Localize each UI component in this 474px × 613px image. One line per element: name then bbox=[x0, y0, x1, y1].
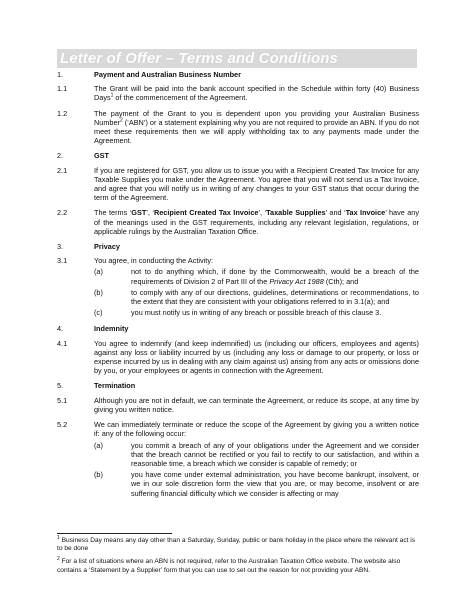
clause-text: You agree, in conducting the Activity: (a) not to do anything which, if done by the Commonwealth, would be a breach of the requirements of Division 2 of Part III of the Privacy Act 1988 (Cth); and (b) to comply with any of our directions, guidelines, determinations or recommendations, to the extent that they are consistent with your obligations referred to in 3.1(a); and (c) you must notify us in writing of any breach or possible breach of this clause 3. bbox=[94, 256, 419, 318]
clause-number: 2.2 bbox=[57, 208, 68, 218]
section-title: Termination bbox=[94, 381, 136, 391]
section-heading bbox=[57, 151, 419, 160]
clause-text: The Grant will be paid into the bank account specified in the Schedule within forty (40) Business Days$^1$ of the commencement of the Agreement. bbox=[94, 84, 419, 103]
document-body bbox=[57, 70, 419, 505]
clause-text: We can immediately terminate or reduce the scope of the Agreement by giving you a written notice if: any of the following occur: (a) you commit a breach of any of your obligations under the Agreement and we consider that the breach cannot be rectified or you fail to rectify to our satisfaction, and within a reasonable time, a breach which we consider is capable of remedy; or (b) you have come under external administration, you have become bankrupt, insolvent, or we in our sole discretion form the view that you are, or may become, insolvent or are suffering financial difficulty which we consider is affecting or may bbox=[94, 420, 419, 498]
section-number: 2. bbox=[57, 151, 64, 161]
clause-text: Although you are not in default, we can terminate the Agreement, or reduce its scope, at any time by giving you written notice. bbox=[94, 395, 419, 414]
sub-clause-label: (c) bbox=[94, 308, 103, 318]
section-title: Privacy bbox=[94, 242, 120, 252]
footnote-divider bbox=[57, 533, 172, 534]
section-number: 4. bbox=[57, 324, 64, 334]
sub-clause bbox=[94, 308, 419, 317]
footnotes bbox=[57, 534, 419, 580]
footnote-mark: 2 bbox=[57, 556, 60, 563]
clause-number: 1.2 bbox=[57, 108, 68, 118]
clause-number: 2.1 bbox=[57, 165, 68, 175]
sub-clause bbox=[94, 288, 419, 306]
clause bbox=[57, 420, 419, 499]
sub-clause bbox=[94, 441, 419, 469]
sub-clause-text: you must notify us in writing of any breach or possible breach of this clause 3. bbox=[131, 308, 382, 318]
clause-text: If you are registered for GST, you allow us to issue you with a Recipient Created Tax Invoice for any Taxable Supplies you make under the Agreement. You agree that you will not send us a Tax Invoice, and agree that you will notify us in writing of any changes to your GST status that occur during the term of the Agreement. bbox=[94, 165, 419, 203]
footnote-ref: 1 bbox=[110, 92, 114, 99]
footnote-ref: 2 bbox=[119, 117, 123, 124]
sub-clause-label: (a) bbox=[94, 440, 103, 450]
clause-number: 1.1 bbox=[57, 84, 68, 94]
section-heading bbox=[57, 324, 419, 333]
section-number: 3. bbox=[57, 242, 64, 252]
section-number: 5. bbox=[57, 381, 64, 391]
sub-clause-text: not to do anything which, if done by the Commonwealth, would be a breach of the requirements of Division 2 of Part III of the Privacy Act 1988 (Cth); and bbox=[131, 267, 419, 286]
section-title: GST bbox=[94, 151, 109, 161]
title-banner bbox=[57, 49, 417, 68]
clause-number: 5.2 bbox=[57, 420, 68, 430]
section-title: Payment and Australian Business Number bbox=[94, 70, 241, 79]
clause-number: 4.1 bbox=[57, 338, 68, 348]
section-title: Indemnity bbox=[94, 324, 129, 334]
sub-clause-label: (a) bbox=[94, 267, 103, 277]
sub-clause-label: (b) bbox=[94, 470, 103, 480]
sub-clause-label: (b) bbox=[94, 287, 103, 297]
sub-clause-text: to comply with any of our directions, guidelines, determinations or recommendations, to the extent that they are consistent with your obligations referred to in 3.1(a); and bbox=[131, 287, 419, 307]
sub-clause-text: you have come under external administration, you have become bankrupt, insolvent, or we in our sole discretion form the view that you are, or may become, insolvent or are suffering financial difficulty which we consider is affecting or may bbox=[131, 470, 419, 498]
clause bbox=[57, 109, 419, 146]
clause-number: 5.1 bbox=[57, 395, 68, 405]
clause bbox=[57, 339, 419, 376]
clause bbox=[57, 208, 419, 236]
section-number: 1. bbox=[57, 70, 64, 79]
section-heading bbox=[57, 381, 419, 390]
clause-number: 3.1 bbox=[57, 256, 68, 266]
document-title: Letter of Offer – Terms and Conditions bbox=[60, 50, 338, 67]
clause-text: The payment of the Grant to you is dependent upon you providing your Australian Business Number$^2$ (‘ABN’) or a statement explaining why you are not required to provide an ABN. If you do not meet these requirements then we will apply withholding tax to any payments made under the Agreement. bbox=[94, 108, 419, 146]
section-heading bbox=[57, 242, 419, 251]
clause bbox=[57, 396, 419, 414]
clause bbox=[57, 166, 419, 203]
clause-text: The terms ‘GST’, ‘Recipient Created Tax Invoice’, ‘Taxable Supplies’ and ‘Tax Invoice’ have any of the meanings used in the GST requirements, including any relevant legislation, regulations, or applicable rulings by the Australian Taxation Office. bbox=[94, 208, 419, 236]
clause bbox=[57, 84, 419, 102]
sub-clause-text: you commit a breach of any of your obligations under the Agreement and we consider that the breach cannot be rectified or you fail to rectify to our satisfaction, and within a reasonable time, a breach which we consider is capable of remedy; or bbox=[131, 440, 419, 468]
sub-clause bbox=[94, 267, 419, 285]
footnote: $^1$ Business Day means any day other than a Saturday, Sunday, public or bank holiday in the place where the relevant act is to be done bbox=[57, 534, 416, 553]
sub-clause bbox=[94, 470, 419, 498]
clause-text: You agree to indemnify (and keep indemnified) us (including our officers, employees and agents) against any loss or liability incurred by us (including any loss or damage to our property, or loss or expense incurred by us in dealing with any claim against us) arising from any acts or omissions done by you, or your employees or agents in connection with the Agreement. bbox=[94, 338, 419, 376]
footnote: $^2$ For a list of situations where an ABN is not required, refer to the Australian Taxation Office website. The website also contains a ‘Statement by a Supplier’ form that you can use to set out the reason for not providing your ABN. bbox=[57, 556, 401, 574]
footnote-mark: 1 bbox=[57, 534, 60, 541]
clause bbox=[57, 256, 419, 318]
section-heading bbox=[57, 70, 419, 79]
